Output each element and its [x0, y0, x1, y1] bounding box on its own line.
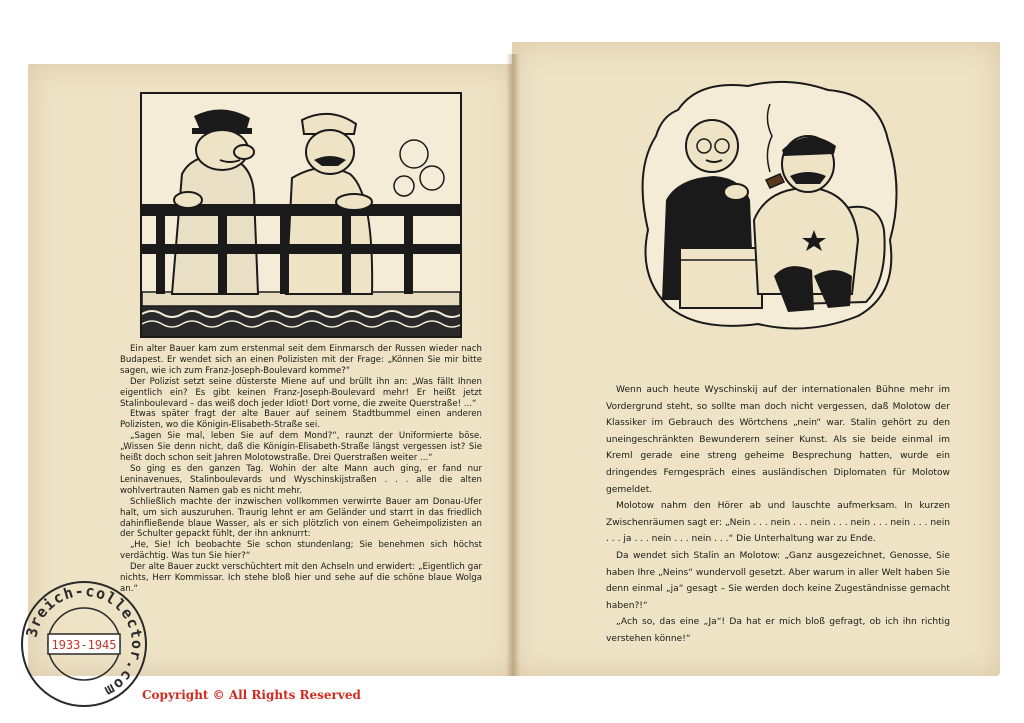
left-paragraph: Der alte Bauer zuckt verschüchtert mit den Achseln und erwidert: „Eigentlich gar nichts, Herr Kommissar. Ich stehe bloß hier und sehe auf die schöne blaue Wolga an.“ — [120, 562, 482, 594]
stamp-ring-text: 3reich-collector.com — [22, 581, 147, 701]
collector-stamp — [18, 578, 150, 710]
right-page — [512, 42, 1000, 676]
right-paragraph: Wenn auch heute Wyschinskij auf der internationalen Bühne mehr im Vordergrund steht, so sollte man doch nicht vergessen, daß Molotow der Klassiker im Gebrauch des Wörtchens „nein“ war. Stalin gehört zu den uneingeschränkten Bewunderern seiner Kunst. Als sie beide einmal im Kreml gerade eine streng geheime Besprechung hatten, wurde ein dringendes Ferngespräch eines ausländischen Diplomaten für Molotow gemeldet. — [606, 385, 950, 495]
right-paragraph: Molotow nahm den Hörer ab und lauschte aufmerksam. In kurzen Zwischenräumen sagt er: „Nein . . . nein . . . nein . . . nein . . . nein . . . nein . . . ja . . . nein . . . nein . . .“ Die Unterhaltung war zu Ende. — [606, 501, 950, 545]
left-paragraph: „Sagen Sie mal, leben Sie auf dem Mond?“, raunzt der Uniformierte böse. „Wissen Sie denn nicht, daß die Königin-Elisabeth-Straße längst vergessen ist? Sie heißt doch schon seit Jahren Molotowstraße. Drei Querstraßen weiter ...“ — [120, 431, 482, 464]
left-paragraph: Der Polizist setzt seine düsterste Miene auf und brüllt ihn an: „Was fällt Ihnen eigentlich ein? Es gibt keinen Franz-Joseph-Boulevard mehr! Er heißt jetzt Stalinboulevard – das weiß doch jeder Idiot! Dort vorne, die zweite Querstraße! ...“ — [120, 376, 482, 409]
right-paragraph: Da wendet sich Stalin an Molotow: „Ganz ausgezeichnet, Genosse, Sie haben Ihre „Neins“ wundervoll gesetzt. Aber warum in aller Welt haben Sie denn einmal „ja“ gesagt – Sie werden doch keine Zugeständnisse gemacht haben?!“ — [606, 550, 950, 611]
left-paragraph: „He, Sie! Ich beobachte Sie schon stundenlang; Sie benehmen sich höchst verdächtig. Was tun Sie hier?“ — [120, 540, 482, 562]
stamp-years: 1933-1945 — [51, 638, 117, 652]
copyright-notice: Copyright © All Rights Reserved — [142, 688, 361, 702]
left-page-text — [120, 344, 482, 595]
illustration-stalin-molotov — [638, 80, 900, 330]
illustration-policeman-and-farmer — [140, 92, 462, 338]
book-gutter — [506, 54, 520, 676]
booklet — [28, 42, 1000, 676]
left-paragraph: Ein alter Bauer kam zum erstenmal seit dem Einmarsch der Russen wieder nach Budapest. Er wendet sich an einen Polizisten mit der Frage: „Können Sie mir bitte sagen, wie ich zum Franz-Joseph-Boulevard komme?“ — [120, 344, 482, 376]
right-paragraph: „Ach so, das eine „Ja“! Da hat er mich bloß gefragt, ob ich ihn richtig verstehen könne!“ — [606, 617, 950, 644]
right-page-text — [606, 382, 950, 648]
left-paragraph: Etwas später fragt der alte Bauer auf seinem Stadtbummel einen anderen Polizisten, wo die Königin-Elisabeth-Straße sei. — [120, 409, 482, 431]
left-paragraph: So ging es den ganzen Tag. Wohin der alte Mann auch ging, er fand nur Leninavenues, Stalinboulevards und Wyschinskijstraßen . . . alle die alten wohlvertrauten Namen gab es nicht mehr. — [120, 463, 482, 496]
left-paragraph: Schließlich machte der inzwischen vollkommen verwirrte Bauer am Donau-Ufer halt, um sich auszuruhen. Traurig lehnt er am Geländer und starrt in das friedlich dahinfließende blaue Wasser, als er sich plötzlich von einem Geheimpolizisten an der Schulter gepackt fühlt, der ihn anknurrt: — [120, 496, 482, 540]
